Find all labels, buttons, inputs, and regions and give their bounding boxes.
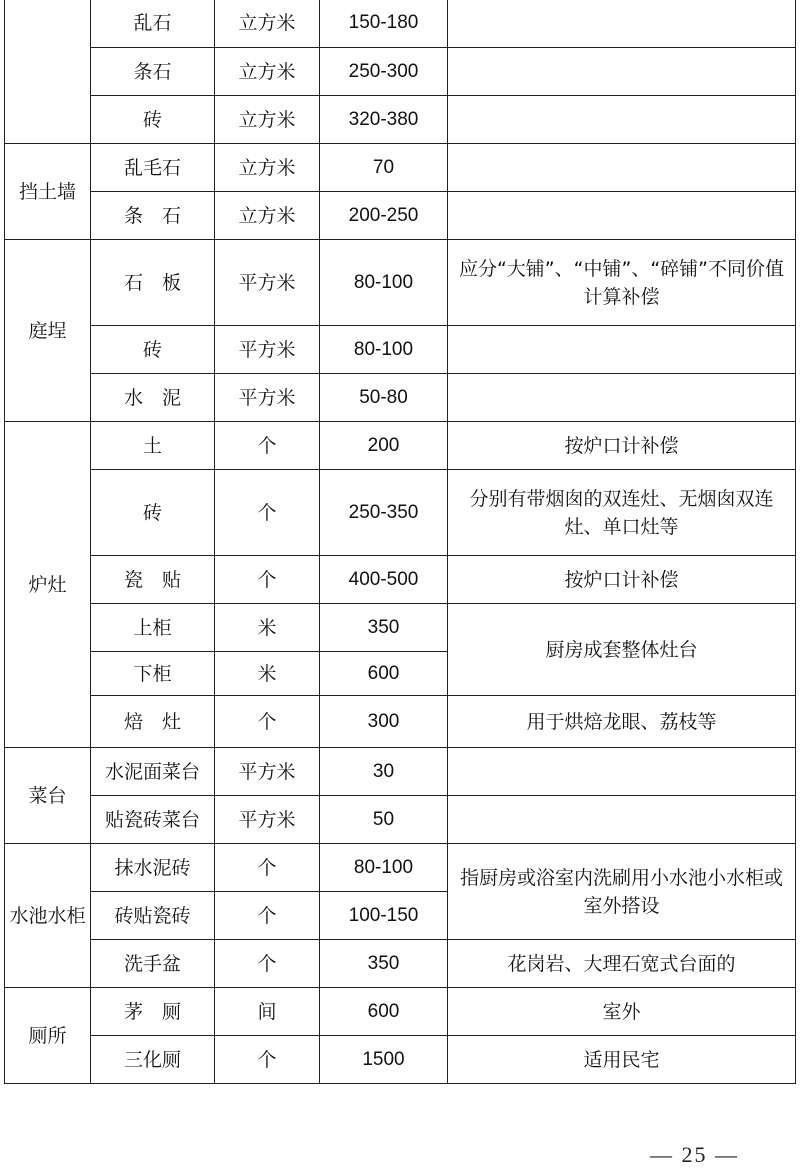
- table-row: [5, 556, 796, 604]
- item-cell: 焙 灶: [91, 696, 215, 748]
- unit-cell: 个: [215, 844, 320, 892]
- note-cell: [448, 48, 796, 96]
- item-cell: 洗手盆: [91, 940, 215, 988]
- table-row: [5, 1036, 796, 1084]
- unit-cell: 米: [215, 652, 320, 696]
- note-cell: 用于烘焙龙眼、荔枝等: [448, 696, 796, 748]
- table-row: [5, 240, 796, 326]
- note-cell: 按炉口计补偿: [448, 422, 796, 470]
- item-cell: 下柜: [91, 652, 215, 696]
- table-row: [5, 144, 796, 192]
- unit-cell: 个: [215, 940, 320, 988]
- category-cell: 水池水柜: [5, 844, 91, 988]
- unit-cell: 立方米: [215, 0, 320, 48]
- item-cell: 乱毛石: [91, 144, 215, 192]
- table-row: [5, 326, 796, 374]
- category-cell: 挡土墙: [5, 144, 91, 240]
- table-row: [5, 940, 796, 988]
- note-cell: 花岗岩、大理石宽式台面的: [448, 940, 796, 988]
- item-cell: 土: [91, 422, 215, 470]
- table-row: [5, 96, 796, 144]
- table-row: [5, 696, 796, 748]
- table-row: [5, 422, 796, 470]
- unit-cell: 个: [215, 892, 320, 940]
- note-cell: 室外: [448, 988, 796, 1036]
- table-row: [5, 604, 796, 652]
- price-cell: 1500: [320, 1036, 448, 1084]
- item-cell: 砖贴瓷砖: [91, 892, 215, 940]
- item-cell: 砖: [91, 470, 215, 556]
- price-cell: 200-250: [320, 192, 448, 240]
- unit-cell: 米: [215, 604, 320, 652]
- note-cell: 应分“大铺”、“中铺”、“碎铺”不同价值计算补偿: [448, 240, 796, 326]
- unit-cell: 个: [215, 422, 320, 470]
- note-cell: [448, 144, 796, 192]
- item-cell: 三化厕: [91, 1036, 215, 1084]
- item-cell: 水泥面菜台: [91, 748, 215, 796]
- table-row: [5, 844, 796, 892]
- category-cell: 庭埕: [5, 240, 91, 422]
- note-cell: 分别有带烟囱的双连灶、无烟囱双连灶、单口灶等: [448, 470, 796, 556]
- price-cell: 350: [320, 940, 448, 988]
- unit-cell: 个: [215, 696, 320, 748]
- price-cell: 600: [320, 988, 448, 1036]
- unit-cell: 平方米: [215, 796, 320, 844]
- unit-cell: 平方米: [215, 748, 320, 796]
- price-cell: 80-100: [320, 844, 448, 892]
- price-cell: 50-80: [320, 374, 448, 422]
- item-cell: 条 石: [91, 192, 215, 240]
- table-row: [5, 988, 796, 1036]
- table-row: [5, 0, 796, 48]
- unit-cell: 平方米: [215, 240, 320, 326]
- item-cell: 抹水泥砖: [91, 844, 215, 892]
- table-row: [5, 374, 796, 422]
- category-cell: 菜台: [5, 748, 91, 844]
- price-cell: 70: [320, 144, 448, 192]
- table-row: [5, 48, 796, 96]
- compensation-table: [4, 0, 796, 1084]
- price-cell: 350: [320, 604, 448, 652]
- unit-cell: 平方米: [215, 374, 320, 422]
- note-cell: [448, 374, 796, 422]
- item-cell: 水 泥: [91, 374, 215, 422]
- price-cell: 150-180: [320, 0, 448, 48]
- table-row: [5, 796, 796, 844]
- price-cell: 600: [320, 652, 448, 696]
- price-cell: 320-380: [320, 96, 448, 144]
- table-row: [5, 748, 796, 796]
- note-cell: 适用民宅: [448, 1036, 796, 1084]
- price-cell: 250-350: [320, 470, 448, 556]
- note-cell: 厨房成套整体灶台: [448, 604, 796, 696]
- price-cell: 30: [320, 748, 448, 796]
- price-cell: 80-100: [320, 326, 448, 374]
- price-cell: 80-100: [320, 240, 448, 326]
- note-cell: 按炉口计补偿: [448, 556, 796, 604]
- price-cell: 400-500: [320, 556, 448, 604]
- note-cell: [448, 0, 796, 48]
- unit-cell: 个: [215, 1036, 320, 1084]
- item-cell: 条石: [91, 48, 215, 96]
- price-cell: 300: [320, 696, 448, 748]
- unit-cell: 立方米: [215, 144, 320, 192]
- unit-cell: 个: [215, 470, 320, 556]
- item-cell: 上柜: [91, 604, 215, 652]
- price-cell: 200: [320, 422, 448, 470]
- unit-cell: 立方米: [215, 96, 320, 144]
- price-cell: 250-300: [320, 48, 448, 96]
- page-number: — 25 —: [650, 1142, 739, 1167]
- item-cell: 贴瓷砖菜台: [91, 796, 215, 844]
- item-cell: 砖: [91, 96, 215, 144]
- price-cell: 100-150: [320, 892, 448, 940]
- price-cell: 50: [320, 796, 448, 844]
- category-cell: [5, 0, 91, 144]
- note-cell: [448, 796, 796, 844]
- item-cell: 乱石: [91, 0, 215, 48]
- unit-cell: 个: [215, 556, 320, 604]
- note-cell: [448, 748, 796, 796]
- category-cell: 炉灶: [5, 422, 91, 748]
- item-cell: 瓷 贴: [91, 556, 215, 604]
- unit-cell: 立方米: [215, 192, 320, 240]
- note-cell: [448, 326, 796, 374]
- item-cell: 石 板: [91, 240, 215, 326]
- note-cell: [448, 96, 796, 144]
- note-cell: [448, 192, 796, 240]
- unit-cell: 平方米: [215, 326, 320, 374]
- unit-cell: 立方米: [215, 48, 320, 96]
- category-cell: 厕所: [5, 988, 91, 1084]
- unit-cell: 间: [215, 988, 320, 1036]
- item-cell: 茅 厕: [91, 988, 215, 1036]
- note-cell: 指厨房或浴室内洗刷用小水池小水柜或室外搭设: [448, 844, 796, 940]
- item-cell: 砖: [91, 326, 215, 374]
- table-row: [5, 192, 796, 240]
- table-row: [5, 470, 796, 556]
